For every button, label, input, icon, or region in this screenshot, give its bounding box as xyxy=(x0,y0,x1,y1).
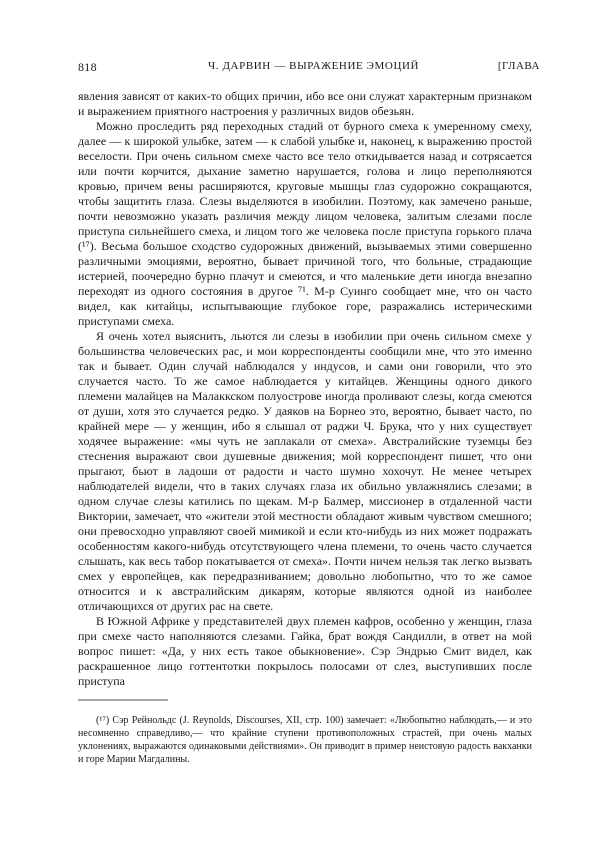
paragraph-laughter-stages: Можно проследить ряд переходных стадий от бурного смеха к умеренному смеху, далее — к широкой улыбке, затем — к слабой улыбке и, наконец, к выражению простой веселости. При очень сильном смехе часто все тело откидывается назад и сотрясается или почти корчится, дыхание заметно нарушается, голова и лицо переполняются кровью, причем вены расширяются, круговые мышцы глаз судорожно сокращаются, чтобы защитить глаза. Слезы выделяются в изобилии. Поэтому, как замечено раньше, почти невозможно указать различия между лицом человека, залитым слезами после приступа сильнейшего смеха, и лицом того же человека после приступа горького плача (¹⁷). Весьма большое сходство судорожных движений, вызываемых этими совершенно различными эмоциями, вероятно, бывает причиной того, что больные, страдающие истерией, поочередно бурно плачут и смеются, и что маленькие дети иногда внезапно переходят из одного состояния в другое ⁷¹. М-р Суинго сообщает мне, что он часто видел, как китайцы, испытывающие глубокое горе, разражались истерическими приступами смеха. xyxy=(78,119,532,328)
page-number: 818 xyxy=(78,60,97,74)
footnote-text: (¹⁷) Сэр Рейнольдс (J. Reynolds, Discourses, XII, стр. 100) замечает: «Любопытно наблюдать,— и это несомненно справедливо,— что крайние ступени противоположных страстей, при очень малых уклонениях, выражаются одинаковыми действиями». Он приводит в пример неистовую радость вакханки и горе Марии Магдалины. xyxy=(78,715,532,765)
page xyxy=(78,60,540,766)
paragraph-continued: явления зависят от каких-то общих причин, ибо все они служат характерным признаком и выражением приятного настроения у различных видов обезьян. xyxy=(78,89,532,118)
body-text xyxy=(78,89,532,689)
running-title: Ч. ДАРВИН — ВЫРАЖЕНИЕ ЭМОЦИЙ xyxy=(208,60,420,72)
footnote xyxy=(78,714,532,766)
running-header xyxy=(78,60,540,78)
chapter-label: [ГЛАВА xyxy=(497,60,540,72)
paragraph-south-africa: В Южной Африке у представителей двух племен кафров, особенно у женщин, глаза при смехе часто наполняются слезами. Гайка, брат вождя Сандилли, в ответ на мой вопрос пишет: «Да, у них есть такое обыкновение». Сэр Эндрью Смит видел, как раскрашенное лицо готтентотки покрылось полосами от слез, выступивших после приступа xyxy=(78,614,532,688)
paragraph-human-races: Я очень хотел выяснить, льются ли слезы в изобилии при очень сильном смехе у большинства человеческих рас, и мои корреспонденты сообщили мне, что это именно так и бывает. Один случай наблюдался у индусов, и сами они говорили, что это случается часто. То же самое наблюдается у китайцев. Женщины одного дикого племени малайцев на Малаккском полуострове иногда проливают слезы, когда смеются от души, хотя это случается редко. У даяков на Борнео это, вероятно, бывает часто, по крайней мере — у женщин, ибо я слышал от раджи Ч. Брука, что у них существует ходячее выражение: «мы чуть не заплакали от смеха». Австралийские туземцы без стеснения выражают свои душевные движения; мой корреспондент пишет, что они прыгают, бьют в ладоши от радости и часто шумно хохочут. Не менее четырех наблюдателей видели, что в таких случаях глаза их обильно увлажнялись слезами; в одном случае слезы катились по щекам. М-р Балмер, миссионер в отдаленной части Виктории, замечает, что «жители этой местности обладают живым чувством смешного; они превосходно управляют своей мимикой и если кто-нибудь из них может подражать особенностям какого-нибудь отсутствующего члена племени, то очень часто случается слышать, как весь табор покатывается от смеха». Почти ничем нельзя так легко вызвать смех у европейцев, как передразниванием; довольно любопытно, что то же самое относится и к австралийским дикарям, которые являются одной из наиболее отличающихся от других рас на свете. xyxy=(78,329,532,613)
footnote-rule xyxy=(78,699,168,701)
